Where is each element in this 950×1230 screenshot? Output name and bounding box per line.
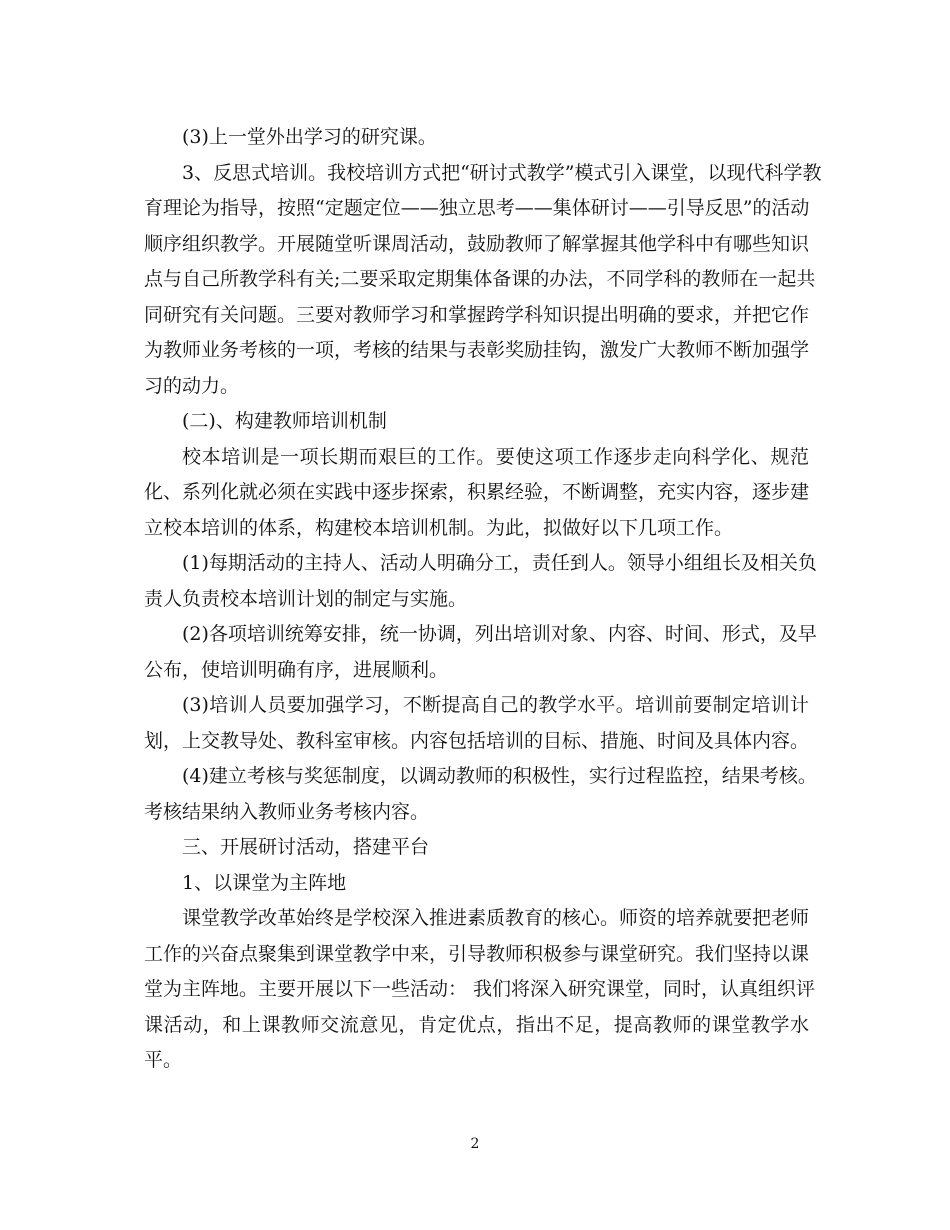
text-line: 习的动力。 [144,374,240,397]
text-line: (4)建立考核与奖惩制度，以调动教师的积极性，实行过程监控，结果考核。 [182,765,817,787]
text-line: 校本培训是一项长期而艰巨的工作。要使这项工作逐步走向科学化、规范 [182,445,809,468]
text-line: 化、系列化就必须在实践中逐步探索，积累经验，不断调整，充实内容，逐步建 [144,481,810,503]
text-line: (3)培训人员要加强学习，不断提高自己的教学水平。培训前要制定培训计 [182,694,809,716]
text-line: 课活动，和上课教师交流意见，肯定优点，指出不足，提高教师的课堂教学水 [144,1013,809,1036]
page-number: 2 [470,1136,480,1152]
text-line: 公布，使培训明确有序，进展顺利。 [144,658,449,681]
text-line: 育理论为指导，按照“定题定位——独立思考——集体研讨——引导反思”的活动 [144,197,810,219]
text-line: (二)、构建教师培训机制 [182,410,387,432]
text-line: 堂为主阵地。主要开展以下一些活动： 我们将深入研究课堂，同时，认真组织评 [144,978,816,1000]
text-line: 三、开展研讨活动，搭建平台 [182,836,430,858]
text-line: 考核结果纳入教师业务考核内容。 [144,800,430,823]
text-line: 责人负责校本培训计划的制定与实施。 [144,587,468,610]
text-line: 点与自己所教学科有关;二要采取定期集体备课的办法，不同学科的教师在一起共 [144,268,816,290]
text-line: 顺序组织教学。开展随堂听课周活动，鼓励教师了解掌握其他学科中有哪些知识 [144,232,810,255]
text-line: (2)各项培训统筹安排，统一协调，列出培训对象、内容、时间、形式，及早 [182,623,817,645]
text-line: (3)上一堂外出学习的研究课。 [182,126,437,148]
text-line: 为教师业务考核的一项，考核的结果与表彰奖励挂钩，激发广大教师不断加强学 [144,339,810,361]
text-line: 课堂教学改革始终是学校深入推进素质教育的核心。师资的培养就要把老师 [182,907,810,929]
text-line: 划，上交教导处、教科室审核。内容包括培训的目标、措施、时间及具体内容。 [144,729,810,752]
text-line: 1、以课堂为主阵地 [182,871,347,894]
text-line: 平。 [144,1049,183,1071]
document-body [144,126,822,1085]
text-line: 立校本培训的体系，构建校本培训机制。为此，拟做好以下几项工作。 [144,516,734,539]
text-line: (1)每期活动的主持人、活动人明确分工，责任到人。领导小组组长及相关负 [182,552,817,574]
text-line: 3、反思式培训。我校培训方式把“研讨式教学”模式引入课堂，以现代科学教 [182,161,822,184]
text-line: 同研究有关问题。三要对教师学习和掌握跨学科知识提出明确的要求，并把它作 [144,303,810,326]
text-line: 工作的兴奋点聚集到课堂教学中来，引导教师积极参与课堂研究。我们坚持以课 [144,942,810,965]
